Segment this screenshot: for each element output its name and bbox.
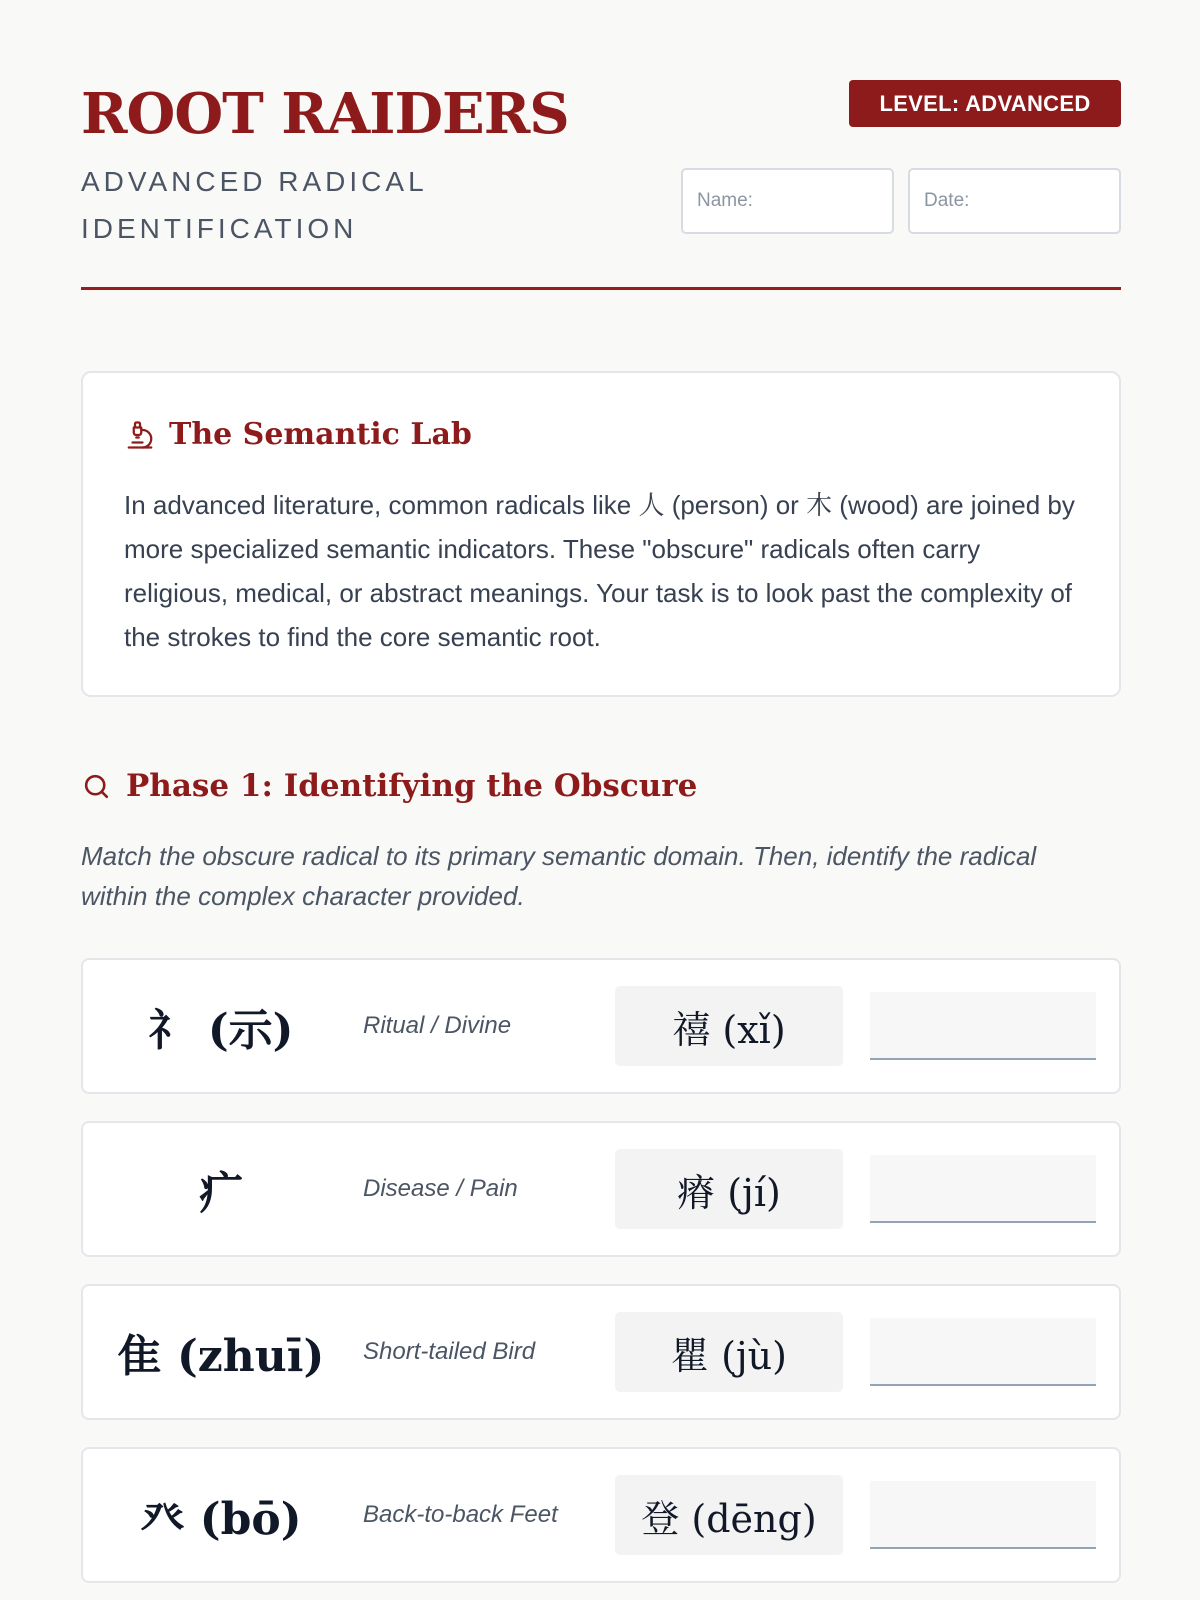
name-field[interactable]: Name:: [681, 168, 894, 234]
date-field[interactable]: Date:: [908, 168, 1121, 234]
semantic-domain: Short-tailed Bird: [363, 1338, 536, 1365]
example-character: 瘠 (jí): [615, 1149, 843, 1229]
radical-row: [81, 1121, 1121, 1257]
phase-1-instructions: Match the obscure radical to its primary semantic domain. Then, identify the radical within the complex character provided.: [81, 841, 1037, 911]
microscope-icon: [125, 420, 155, 450]
page-subtitle: ADVANCED RADICAL IDENTIFICATION: [81, 166, 427, 244]
radical-glyph: 礻 (示): [148, 1005, 294, 1056]
answer-input[interactable]: [870, 1155, 1096, 1223]
radical-row: [81, 1447, 1121, 1583]
radical-row: [81, 1284, 1121, 1420]
phase-1-heading: [81, 768, 697, 804]
answer-input[interactable]: [870, 1318, 1096, 1386]
semantic-domain: Disease / Pain: [363, 1175, 518, 1202]
semantic-lab-title: The Semantic Lab: [169, 417, 472, 452]
radical-row: [81, 958, 1121, 1094]
semantic-lab-card: [81, 371, 1121, 697]
search-icon: [81, 771, 112, 802]
semantic-domain: Ritual / Divine: [363, 1012, 512, 1039]
page-title: ROOT RAIDERS: [81, 81, 569, 147]
example-character: 登 (dēng): [615, 1475, 843, 1555]
semantic-lab-heading: [125, 417, 472, 452]
radical-glyph: 隹 (zhuī): [117, 1331, 325, 1382]
answer-input[interactable]: [870, 992, 1096, 1060]
level-badge: LEVEL: ADVANCED: [849, 80, 1121, 127]
answer-input[interactable]: [870, 1481, 1096, 1549]
radical-glyph: 癶 (bō): [140, 1494, 302, 1545]
semantic-lab-body: In advanced literature, common radicals like 人 (person) or 木 (wood) are joined by more specialized semantic indicators. These "obscure" radicals often carry religious, medical, or abstract meanings. Your task is to look past the complexity of the strokes to find the core semantic root.: [124, 490, 1075, 652]
semantic-domain: Back-to-back Feet: [363, 1501, 558, 1528]
phase-1-title: Phase 1: Identifying the Obscure: [126, 768, 698, 804]
worksheet-header: [81, 80, 1121, 290]
example-character: 瞿 (jù): [615, 1312, 843, 1392]
radical-glyph: 疒: [199, 1168, 243, 1219]
example-character: 禧 (xǐ): [615, 986, 843, 1066]
